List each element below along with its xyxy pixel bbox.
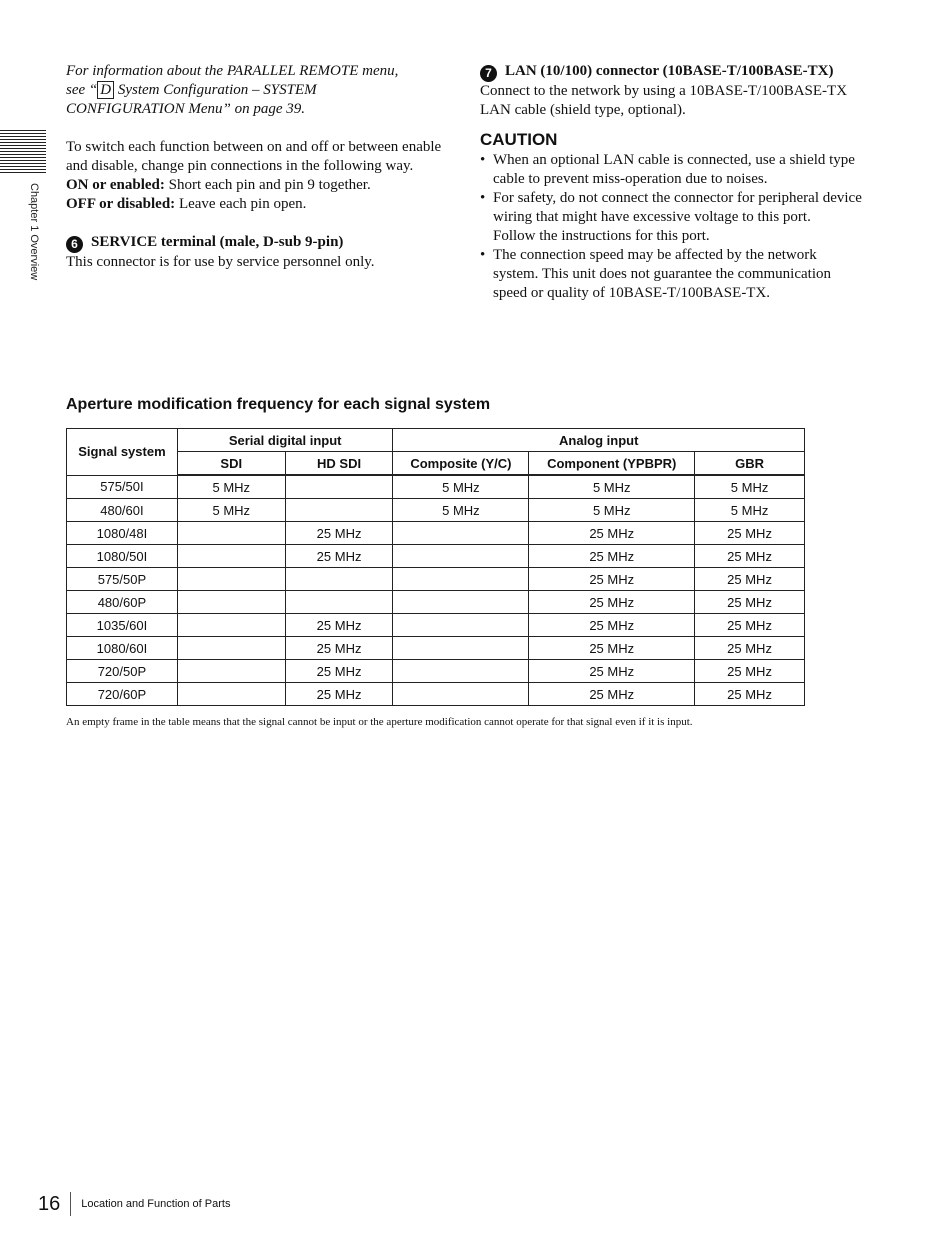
table-cell: 25 MHz: [695, 614, 805, 637]
table-cell: 5 MHz: [695, 499, 805, 522]
left-column: [66, 62, 446, 272]
on-label: ON or enabled:: [66, 177, 165, 193]
table-cell: 575/50I: [67, 475, 178, 499]
table-cell: 25 MHz: [529, 614, 695, 637]
table-cell: 25 MHz: [695, 545, 805, 568]
table-cell: 25 MHz: [285, 614, 393, 637]
caution-item: • The connection speed may be affected by the network system. This unit does not guarantee the communication speed or quality of 10BASE-T/100BASE-TX.: [480, 246, 865, 303]
table-cell: 25 MHz: [529, 591, 695, 614]
table-cell: 25 MHz: [695, 660, 805, 683]
lan-heading: [480, 62, 865, 82]
table-cell: 25 MHz: [529, 545, 695, 568]
table-row: [67, 499, 805, 522]
table-row: [67, 522, 805, 545]
table-cell: 1080/50I: [67, 545, 178, 568]
parallel-remote-reference: [66, 62, 446, 119]
table-cell: 25 MHz: [695, 522, 805, 545]
table-title: Aperture modification frequency for each signal system: [66, 396, 491, 413]
caution-item-followup: Follow the instructions for this port.: [493, 228, 710, 244]
table-cell: [285, 475, 393, 499]
caution-list: [480, 151, 865, 303]
table-cell: [177, 660, 285, 683]
reference-line-1: For information about the PARALLEL REMOTE menu,: [66, 63, 399, 79]
header-sdi: SDI: [177, 452, 285, 476]
table-cell: [393, 660, 529, 683]
table-cell: 25 MHz: [529, 637, 695, 660]
table-cell: 5 MHz: [393, 499, 529, 522]
table-cell: 25 MHz: [285, 637, 393, 660]
table-cell: [285, 499, 393, 522]
header-signal-system: Signal system: [67, 429, 178, 476]
header-analog-input: Analog input: [393, 429, 805, 452]
table-cell: 25 MHz: [285, 660, 393, 683]
switch-intro: To switch each function between on and off or between enable and disable, change pin connections in the following way.: [66, 139, 442, 174]
table-cell: 575/50P: [67, 568, 178, 591]
table-row: [67, 660, 805, 683]
off-text: Leave each pin open.: [175, 196, 307, 212]
table-cell: [177, 591, 285, 614]
table-cell: 480/60I: [67, 499, 178, 522]
table-row: [67, 637, 805, 660]
table-cell: 5 MHz: [529, 499, 695, 522]
table-cell: 720/60P: [67, 683, 178, 706]
table-row: [67, 683, 805, 706]
on-enabled-line: [66, 176, 446, 195]
off-disabled-line: [66, 195, 446, 214]
lan-text: Connect to the network by using a 10BASE-T/100BASE-TX LAN cable (shield type, optional).: [480, 83, 848, 118]
caution-item: • When an optional LAN cable is connected, use a shield type cable to prevent miss-operation due to noises.: [480, 151, 865, 189]
footer-section-title: Location and Function of Parts: [81, 1198, 231, 1210]
number-7-icon: 7: [480, 65, 497, 82]
table-cell: 1080/48I: [67, 522, 178, 545]
table-cell: 25 MHz: [695, 637, 805, 660]
table-row: [67, 568, 805, 591]
header-component: Component (YPBPR): [529, 452, 695, 476]
menu-section-box: D: [97, 81, 114, 99]
header-gbr: GBR: [695, 452, 805, 476]
table-row: [67, 545, 805, 568]
table-cell: [285, 591, 393, 614]
table-cell: [393, 545, 529, 568]
reference-line-2: System Configuration – SYSTEM: [114, 82, 317, 98]
page-footer: [38, 1192, 230, 1216]
on-text: Short each pin and pin 9 together.: [164, 177, 371, 193]
table-cell: [177, 683, 285, 706]
caution-item: [480, 189, 865, 246]
table-cell: 25 MHz: [695, 568, 805, 591]
footer-divider: [70, 1192, 71, 1216]
table-cell: [177, 614, 285, 637]
table-cell: [393, 637, 529, 660]
table-cell: 480/60P: [67, 591, 178, 614]
table-cell: 25 MHz: [695, 683, 805, 706]
table-cell: [177, 522, 285, 545]
table-row: [67, 591, 805, 614]
table-cell: [393, 591, 529, 614]
table-cell: 5 MHz: [529, 475, 695, 499]
table-cell: 720/50P: [67, 660, 178, 683]
table-cell: [393, 568, 529, 591]
table-cell: 5 MHz: [695, 475, 805, 499]
table-cell: [285, 568, 393, 591]
off-label: OFF or disabled:: [66, 196, 176, 212]
table-cell: 25 MHz: [285, 522, 393, 545]
reference-line-3: CONFIGURATION Menu” on page 39.: [66, 101, 306, 117]
service-heading: [66, 233, 446, 253]
table-cell: 25 MHz: [529, 660, 695, 683]
table-cell: [177, 637, 285, 660]
table-cell: 25 MHz: [285, 545, 393, 568]
table-cell: 5 MHz: [393, 475, 529, 499]
chapter-tab: [0, 130, 46, 174]
reference-see: see “: [66, 82, 98, 98]
table-cell: [393, 522, 529, 545]
header-serial-digital-input: Serial digital input: [177, 429, 393, 452]
table-cell: [393, 614, 529, 637]
table-cell: 25 MHz: [529, 522, 695, 545]
header-hd-sdi: HD SDI: [285, 452, 393, 476]
table-cell: 1080/60I: [67, 637, 178, 660]
lan-heading-text: LAN (10/100) connector (10BASE-T/100BASE-TX): [505, 63, 834, 79]
service-heading-text: SERVICE terminal (male, D-sub 9-pin): [91, 234, 344, 250]
table-cell: 25 MHz: [529, 568, 695, 591]
table-cell: 25 MHz: [695, 591, 805, 614]
caution-item-text: For safety, do not connect the connector for peripheral device wiring that might have excessive voltage to this port.: [493, 190, 862, 225]
chapter-label: Chapter 1 Overview: [28, 183, 40, 281]
aperture-frequency-table: [66, 428, 805, 706]
caution-title: CAUTION: [480, 130, 558, 149]
table-cell: [177, 568, 285, 591]
table-cell: 25 MHz: [529, 683, 695, 706]
table-cell: 5 MHz: [177, 475, 285, 499]
table-cell: 5 MHz: [177, 499, 285, 522]
table-cell: 1035/60I: [67, 614, 178, 637]
table-cell: [177, 545, 285, 568]
service-text: This connector is for use by service personnel only.: [66, 254, 375, 270]
table-cell: 25 MHz: [285, 683, 393, 706]
header-composite: Composite (Y/C): [393, 452, 529, 476]
right-column: [480, 62, 865, 303]
page-number: 16: [38, 1192, 61, 1215]
table-note: An empty frame in the table means that the signal cannot be input or the aperture modification cannot operate for that signal even if it is input.: [66, 716, 693, 728]
table-row: [67, 475, 805, 499]
chapter-tab-lines: [0, 130, 46, 174]
table-row: [67, 614, 805, 637]
number-6-icon: 6: [66, 236, 83, 253]
table-cell: [393, 683, 529, 706]
